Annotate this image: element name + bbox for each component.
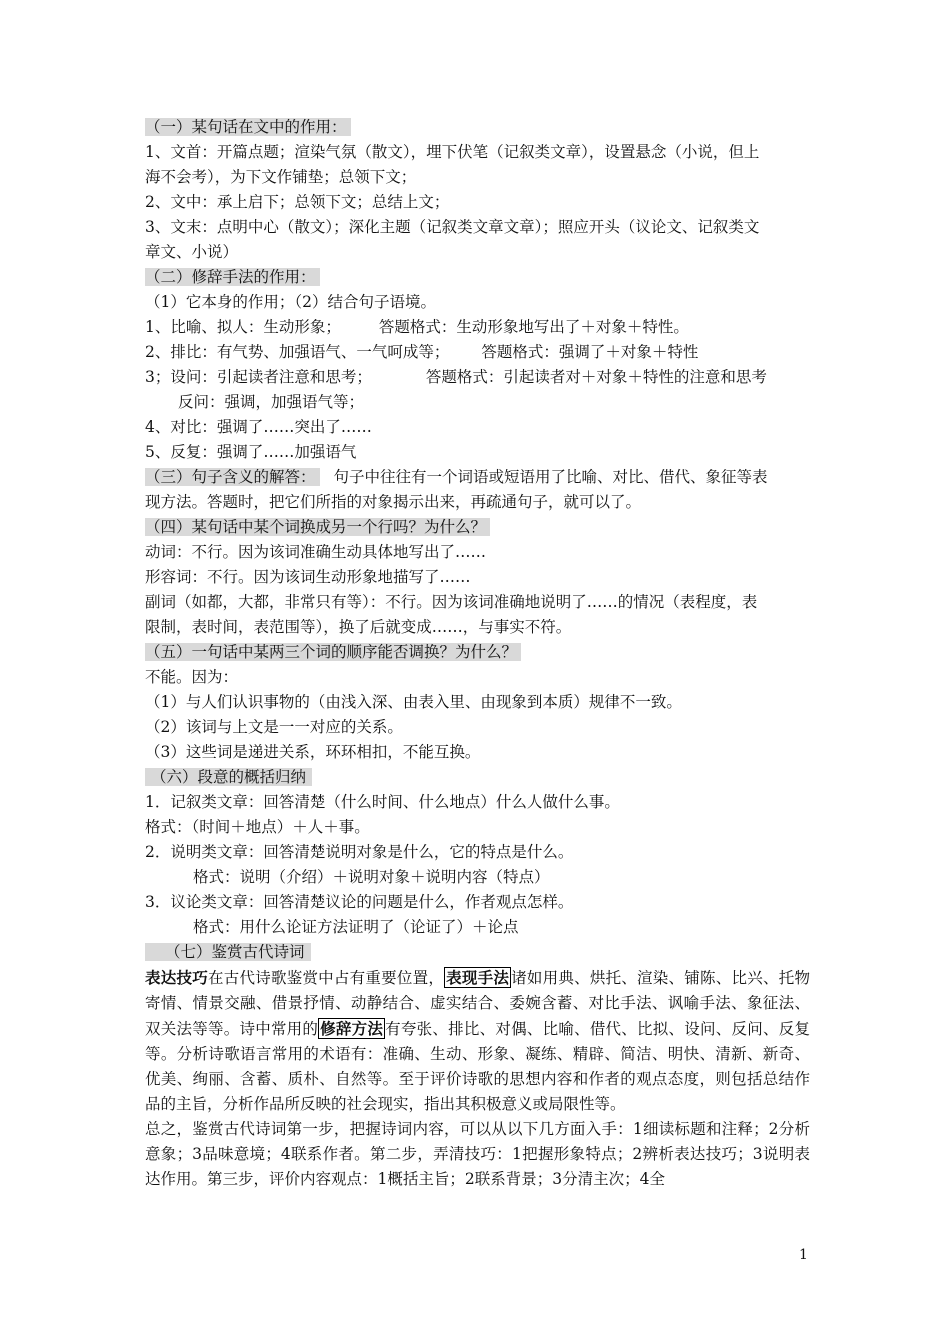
section-7-title: （七）鉴赏古代诗词 xyxy=(145,943,311,961)
text-line: 5、反复：强调了……加强语气 xyxy=(145,443,357,461)
section-1-title: （一）某句话在文中的作用： xyxy=(145,118,351,136)
term-expression-method: 表现手法 xyxy=(446,968,510,987)
section-5-title: （五）一句话中某两三个词的顺序能否调换？为什么？ xyxy=(145,643,521,661)
text-line: 格式：说明（介绍）＋说明对象＋说明内容（特点） xyxy=(193,868,550,886)
paragraph-text: 诸如用典、烘托、渲染、铺陈、比兴、托物寄情、情景交融、借景抒情、动静结合、虚实结合、委婉含蓄、对比手法、讽喻手法、象征法、双关法等等。诗中常用的 xyxy=(145,969,810,1038)
section-5-heading xyxy=(145,640,810,665)
rhetoric-item xyxy=(145,365,810,390)
section-6-title: （六）段意的概括归纳 xyxy=(145,768,312,786)
term-expression-technique: 表达技巧 xyxy=(145,968,208,987)
text-line: （2）该词与上文是一一对应的关系。 xyxy=(145,718,403,736)
text-line: 形容词：不行。因为该词生动形象地描写了…… xyxy=(145,568,471,586)
text-line: 1、文首：开篇点题；渲染气氛（散文），埋下伏笔（记叙类文章），设置悬念（小说，但上 xyxy=(145,143,760,161)
page-number: 1 xyxy=(799,1247,808,1263)
text-line: 3．议论类文章：回答清楚议论的问题是什么，作者观点怎样。 xyxy=(145,893,574,911)
section-3-heading xyxy=(145,465,810,490)
text-line: 4、对比：强调了……突出了…… xyxy=(145,418,372,436)
text-line: （1）它本身的作用；（2）结合句子语境。 xyxy=(145,293,436,311)
document-body xyxy=(145,115,810,1192)
text-line: 限制，表时间，表范围等），换了后就变成……，与事实不符。 xyxy=(145,618,572,636)
text-line: 3、文末：点明中心（散文）；深化主题（记叙类文章文章）；照应开头（议论文、记叙类文 xyxy=(145,218,760,236)
section-7-heading xyxy=(145,940,810,965)
section-2-title: （二）修辞手法的作用： xyxy=(145,268,320,286)
text-line: 海不会考），为下文作铺垫；总领下文； xyxy=(145,168,417,186)
text-line: 副词（如都，大都，非常只有等）：不行。因为该词准确地说明了……的情况（表程度，表 xyxy=(145,593,758,611)
text-line: 2、文中：承上启下；总领下文；总结上文； xyxy=(145,193,450,211)
text-line: 现方法。答题时，把它们所指的对象揭示出来，再疏通句子，就可以了。 xyxy=(145,493,642,511)
text-line: 反问：强调，加强语气等； xyxy=(178,393,365,411)
section-3-title: （三）句子含义的解答： xyxy=(145,468,320,486)
rhetoric-item-effect: 3；设问：引起读者注意和思考； xyxy=(145,368,372,386)
text-line: （1）与人们认识事物的（由浅入深、由表入里、由现象到本质）规律不一致。 xyxy=(145,693,682,711)
text-line: 格式：（时间＋地点）＋人＋事。 xyxy=(145,818,370,836)
rhetoric-item-format: 答题格式：引起读者对＋对象＋特性的注意和思考 xyxy=(425,368,767,386)
paragraph-text: 在古代诗歌鉴赏中占有重要位置， xyxy=(207,969,445,987)
text-line: 章文、小说） xyxy=(145,243,239,261)
rhetoric-item xyxy=(145,315,810,340)
text-line: 1．记叙类文章：回答清楚（什么时间、什么地点）什么人做什么事。 xyxy=(145,793,620,811)
section-2-heading xyxy=(145,265,810,290)
poetry-paragraph xyxy=(145,965,810,1117)
rhetoric-item-format: 答题格式：生动形象地写出了＋对象＋特性。 xyxy=(378,318,689,336)
text-line: 格式：用什么论证方法证明了（论证了）＋论点 xyxy=(193,918,519,936)
rhetoric-item-effect: 2、排比：有气势、加强语气、一气呵成等； xyxy=(145,343,450,361)
section-1-heading xyxy=(145,115,810,140)
section-6-heading xyxy=(145,765,810,790)
rhetoric-item-format: 答题格式：强调了＋对象＋特性 xyxy=(481,343,699,361)
text-line: 动词：不行。因为该词准确生动具体地写出了…… xyxy=(145,543,487,561)
section-4-heading xyxy=(145,515,810,540)
text-line: （3）这些词是递进关系，环环相扣，不能互换。 xyxy=(145,743,481,761)
paragraph-text: 有夸张、排比、对偶、比喻、借代、比拟、设问、反问、反复等。分析诗歌语言常用的术语有：准确、生动、形象、凝练、精辟、简洁、明快、清新、新奇、优美、绚丽、含蓄、质朴、自然等。至于评价诗歌的思想内容和作者的观点态度，则包括总结作品的主旨，分析作品所反映的社会现实，指出其积极意义或局限性等。 xyxy=(145,1020,810,1113)
section-3-text: 句子中往往有一个词语或短语用了比喻、对比、借代、象征等表 xyxy=(333,468,768,486)
term-rhetoric-method: 修辞方法 xyxy=(320,1019,384,1038)
text-line: 不能。因为： xyxy=(145,668,239,686)
section-4-title: （四）某句话中某个词换成另一个行吗？为什么？ xyxy=(145,518,490,536)
text-line: 2．说明类文章：回答清楚说明对象是什么，它的特点是什么。 xyxy=(145,843,574,861)
summary-paragraph: 总之，鉴赏古代诗词第一步，把握诗词内容，可以从以下几方面入手：1细读标题和注释；2分析意象；3品味意境；4联系作者。第二步，弄清技巧：1把握形象特点；2辨析表达技巧；3说明表达作用。第三步，评价内容观点：1概括主旨；2联系背景；3分清主次；4全 xyxy=(145,1120,810,1188)
rhetoric-item xyxy=(145,340,810,365)
rhetoric-item-effect: 1、比喻、拟人：生动形象； xyxy=(145,318,341,336)
